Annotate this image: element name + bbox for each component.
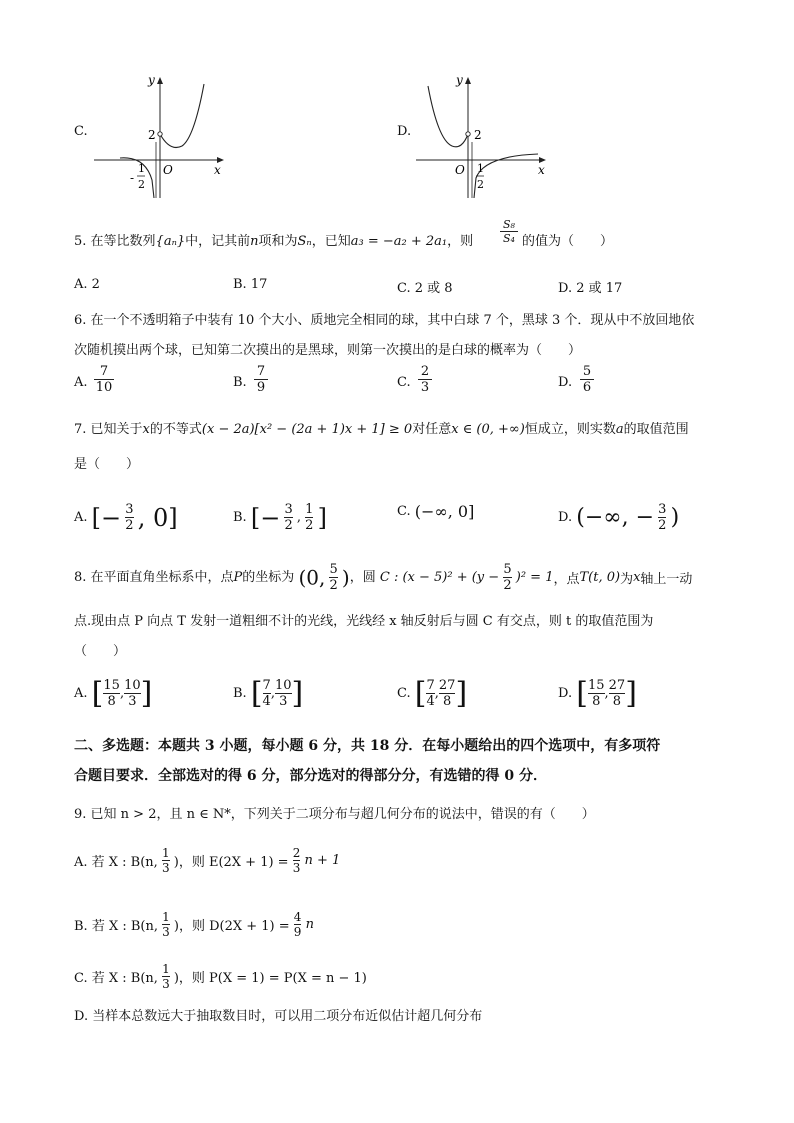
q9-option-c: C. 若 X : B(n, $\frac{1}{3}$ )，则 P(X = 1) = P(X = n − 1) <box>74 962 367 991</box>
q4-d-axis-x: x <box>538 163 545 177</box>
q9-option-d: D. 当样本总数远大于抽取数目时，可以用二项分布近似估计超几何分布 <box>74 1009 483 1024</box>
q4-option-c-label: C. <box>74 124 88 139</box>
q4-d-x-tick-den: 2 <box>477 178 484 191</box>
q6-option-d-frac: 5 6 <box>580 364 594 395</box>
q7-line2: 是（ ） <box>74 457 140 472</box>
q4-d-axis-y: y <box>456 73 463 87</box>
q5-fraction: S₈ S₄ <box>500 218 518 245</box>
q7-option-b: B. [− $\frac{3}{2}$ , $\frac{1}{2}$ ] <box>233 502 327 533</box>
q5-option-b: B. 17 <box>233 277 268 292</box>
q5-stem-end: 的值为（ ） <box>522 234 614 249</box>
q4-d-origin: O <box>455 163 465 177</box>
q8-option-b: B. [ $\frac{7}{4}$ , $\frac{10}{3}$ ] <box>233 676 304 711</box>
q4-c-origin: O <box>163 163 173 177</box>
q8-option-d: D. [ $\frac{15}{8}$ , $\frac{27}{8}$ ] <box>558 676 637 711</box>
q6-option-d-label: D. <box>558 375 573 390</box>
q8-option-a: A. [ $\frac{15}{8}$ , $\frac{10}{3}$ ] <box>74 676 153 711</box>
q7-option-d: D. (−∞, − $\frac{3}{2}$ ) <box>558 502 680 533</box>
q5-option-c: C. 2 或 8 <box>397 281 453 296</box>
q6-line2: 次随机摸出两个球，已知第二次摸出的是黑球，则第一次摸出的是白球的概率为（ ） <box>74 343 582 358</box>
q5-stem: 5. 在等比数列{aₙ}中，记其前n项和为Sₙ，已知a₃ = −a₂ + 2a₁，则 <box>74 234 474 249</box>
q7-option-a: A. [− $\frac{3}{2}$ , 0] <box>74 502 178 533</box>
q9-option-a: A. 若 X : B(n, $\frac{1}{3}$ )，则 E(2X + 1) = $\frac{2}{3}$ n + 1 <box>74 846 341 875</box>
q7-option-c: C. (−∞, 0] <box>397 502 475 521</box>
q4-c-y-tick: 2 <box>148 128 156 142</box>
q8-line3: （ ） <box>74 644 127 659</box>
q4-d-x-tick-num: 1 <box>477 162 484 175</box>
q8-stem: 8. 在平面直角坐标系中，点P的坐标为 (0, $\frac{5}{2}$ )，圆 C : (x − 5)² + (y − $\frac{5}{2}$ )² = 1，点T(t, 0)为x轴上一动 <box>74 562 693 593</box>
q4-c-x-tick-den: 2 <box>138 178 145 191</box>
q4-graph-d <box>412 72 552 200</box>
q4-c-axis-x: x <box>214 163 221 177</box>
q6-option-b-label: B. <box>233 375 247 390</box>
section2-line2: 合题目要求．全部选对的得 6 分，部分选对的得部分分，有选错的得 0 分． <box>74 768 547 784</box>
q7-stem: 7. 已知关于x的不等式(x − 2a)[x² − (2a + 1)x + 1] ≥ 0对任意x ∈ (0, +∞)恒成立，则实数a的取值范围 <box>74 422 689 437</box>
q8-option-c: C. [ $\frac{7}{4}$ , $\frac{27}{8}$ ] <box>397 676 468 711</box>
q6-line1: 6. 在一个不透明箱子中装有 10 个大小、质地完全相同的球，其中白球 7 个，黑球 3 个．现从中不放回地依 <box>74 313 695 328</box>
q9-stem: 9. 已知 n > 2，且 n ∈ N*，下列关于二项分布与超几何分布的说法中，错误的有（ ） <box>74 807 595 822</box>
q4-graph-c <box>90 72 230 200</box>
q4-d-y-tick: 2 <box>474 128 482 142</box>
q6-option-b-frac: 7 9 <box>254 364 268 395</box>
q4-option-d-label: D. <box>397 124 412 139</box>
q6-option-a-label: A. <box>74 375 88 390</box>
q4-c-x-tick-num: 1 <box>138 162 145 175</box>
section2-line1: 二、多选题：本题共 3 小题，每小题 6 分，共 18 分．在每小题给出的四个选项中，有多项符 <box>74 738 661 754</box>
q4-c-axis-y: y <box>148 73 155 87</box>
q4-c-x-tick-neg: - <box>130 171 135 185</box>
q6-option-c-label: C. <box>397 375 411 390</box>
q5-option-a: A. 2 <box>74 277 100 292</box>
q6-option-c-frac: 2 3 <box>418 364 432 395</box>
q9-option-b: B. 若 X : B(n, $\frac{1}{3}$ )，则 D(2X + 1) = $\frac{4}{9}$ n <box>74 910 314 939</box>
q8-line2: 点.现由点 P 向点 T 发射一道粗细不计的光线，光线经 x 轴反射后与圆 C 有交点，则 t 的取值范围为 <box>74 614 654 629</box>
q5-option-d: D. 2 或 17 <box>558 281 623 296</box>
q6-option-a-frac: 7 10 <box>95 364 113 395</box>
